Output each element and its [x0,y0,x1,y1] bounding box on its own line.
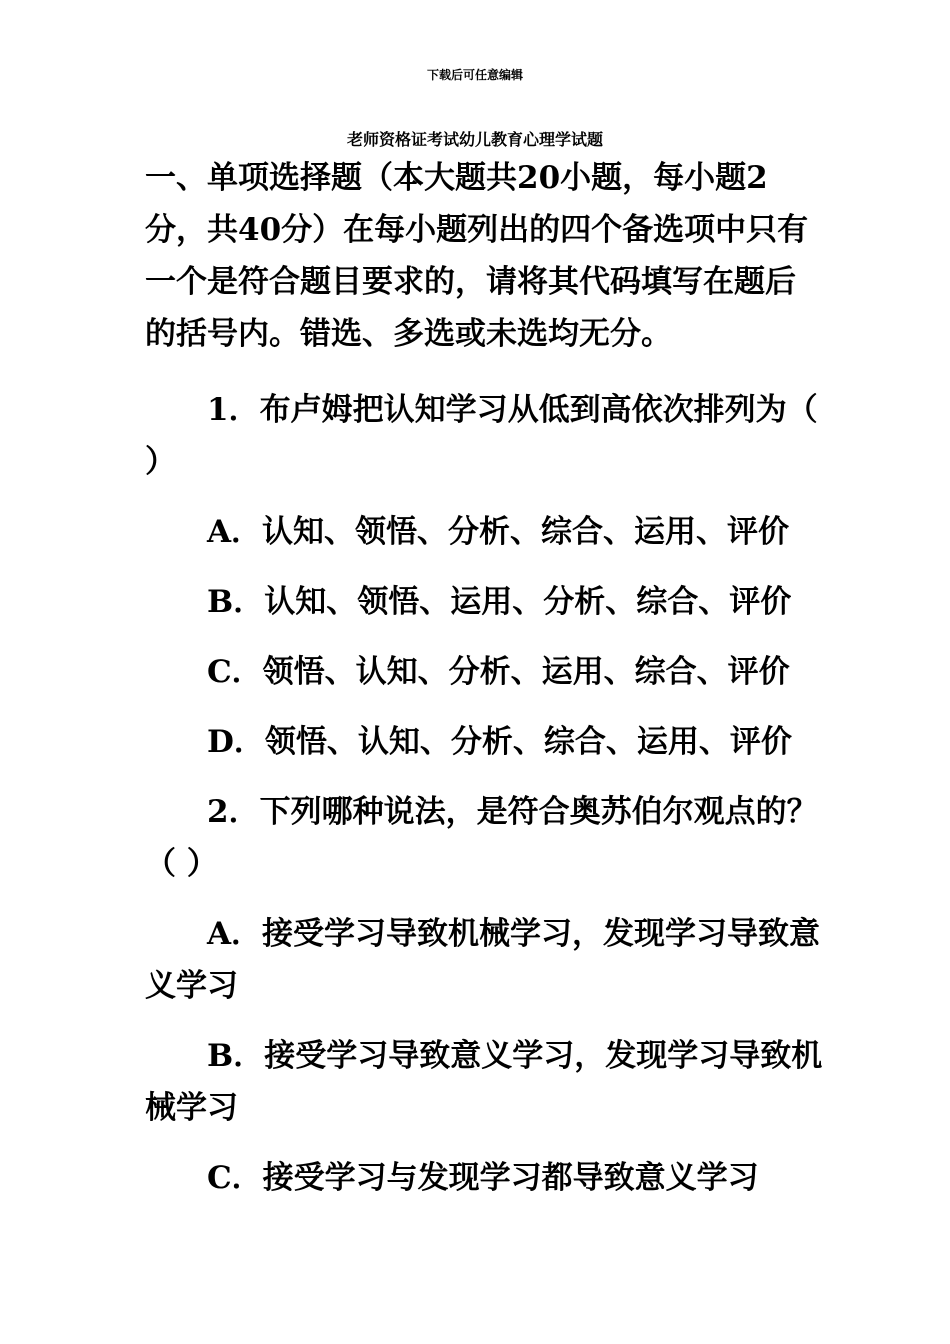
page-header: 下载后可任意编辑 [426,68,523,82]
section-instructions: 一、单项选择题（本大题共20小题，每小题2分，共40分）在每小题列出的四个备选项中只有一个是符合题目要求的，请将其代码填写在题后的括号内。错选、多选或未选均无分。 [145,160,809,352]
question-1 [145,384,825,768]
document-title: 老师资格证考试幼儿教育心理学试题 [346,130,603,149]
option-b: B．接受学习导致意义学习，发现学习导致机械学习 [145,1038,823,1126]
option-c: C．领悟、认知、分析、运用、综合、评价 [207,654,790,690]
option-a: A．接受学习导致机械学习，发现学习导致意义学习 [145,916,821,1004]
option-a: A．认知、领悟、分析、综合、运用、评价 [207,514,790,550]
option-d: D．领悟、认知、分析、综合、运用、评价 [207,724,792,760]
option-c: C．接受学习与发现学习都导致意义学习 [207,1160,759,1196]
option-b: B．认知、领悟、运用、分析、综合、评价 [207,584,792,620]
document-body [145,152,825,1204]
question-stem: 2．下列哪种说法，是符合奥苏伯尔观点的？（ ） [145,794,818,882]
question-stem: 1．布卢姆把认知学习从低到高依次排列为（ ） [145,392,818,480]
question-2 [145,786,825,1204]
